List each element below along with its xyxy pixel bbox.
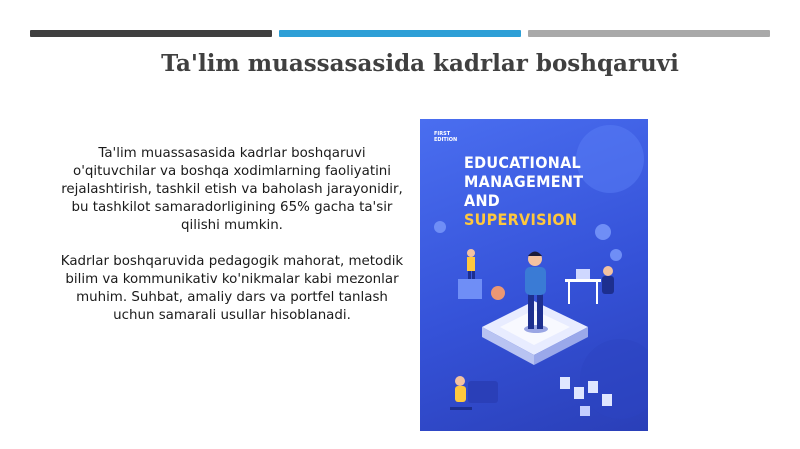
header-bar-gray xyxy=(528,30,770,37)
slide-title: Ta'lim muassasasida kadrlar boshqaruvi xyxy=(161,50,679,77)
book-cover-image xyxy=(420,119,648,431)
book-title-line-2: MANAGEMENT xyxy=(464,172,584,191)
paragraph-1: Ta'lim muassasasida kadrlar boshqaruvi o'qituvchilar va boshqa xodimlarning faoliyatini rejalashtirish, tashkil etish va baholash jarayonidir, bu tashkilot samaradorligining 65% gacha ta'sir qilishi mumkin. xyxy=(61,146,403,233)
book-title-line-1: EDUCATIONAL xyxy=(464,153,582,172)
slide-body xyxy=(55,145,409,343)
book-title-line-3: AND xyxy=(464,191,501,210)
header-bar-dark xyxy=(30,30,272,37)
book-edition-label: FIRST EDITION xyxy=(434,131,458,143)
paragraph-2: Kadrlar boshqaruvida pedagogik mahorat, metodik bilim va kommunikativ ko'nikmalar kabi mezonlar muhim. Suhbat, amaliy dars va portfel tanlash uchun samarali usullar hisoblanadi. xyxy=(60,254,404,323)
book-title xyxy=(464,153,583,229)
header-bar-blue xyxy=(279,30,521,37)
book-title-line-4: SUPERVISION xyxy=(464,210,578,229)
